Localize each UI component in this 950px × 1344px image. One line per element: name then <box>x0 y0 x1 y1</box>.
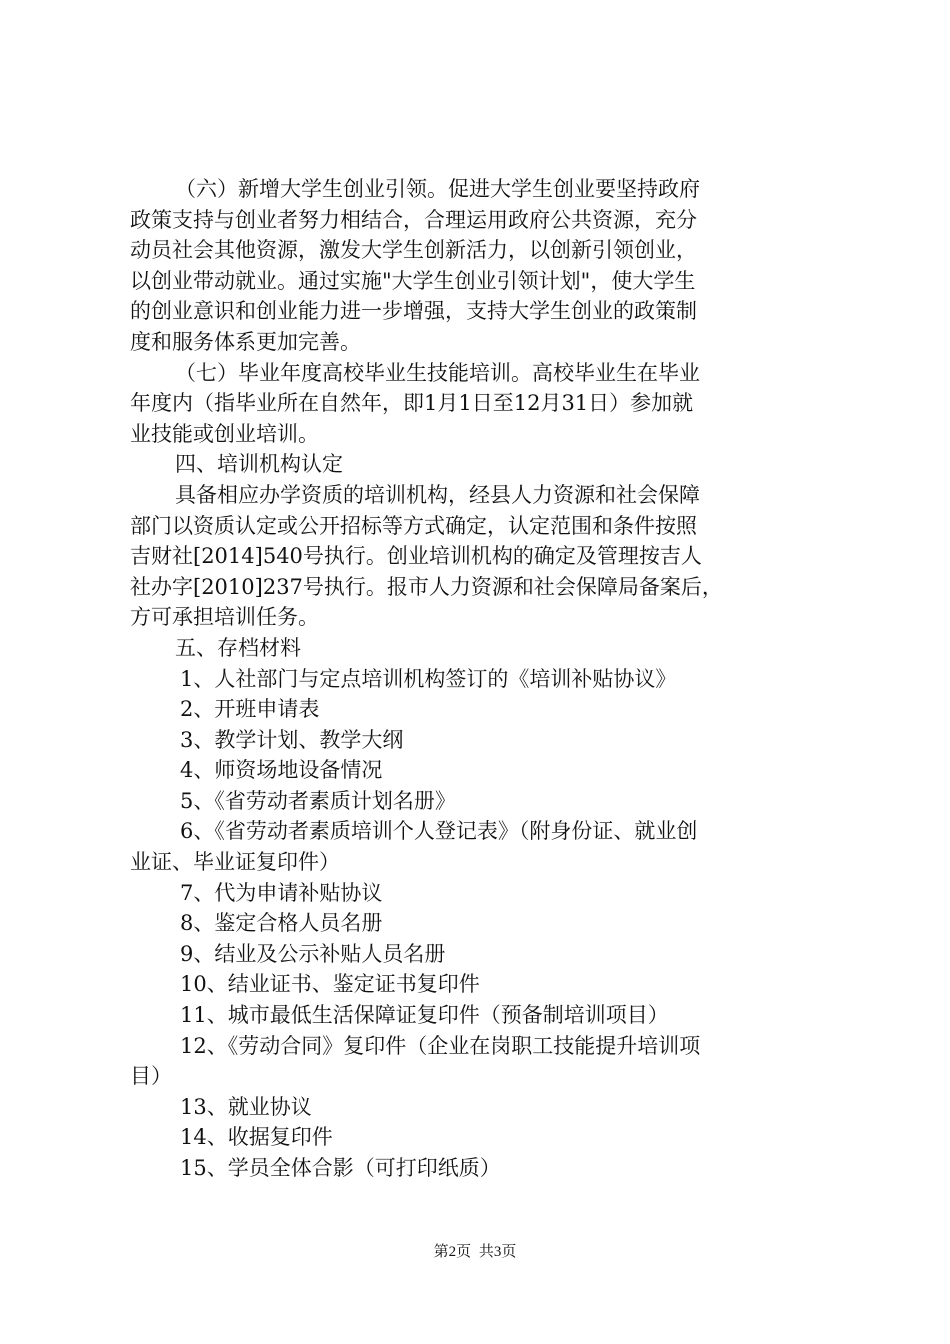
list-item: 5、《省劳动者素质计划名册》 <box>180 788 456 813</box>
paragraph-line: 度和服务体系更加完善。 <box>130 329 361 354</box>
paragraph-line: 年度内（指毕业所在自然年，即1月1日至12月31日）参加就 <box>130 391 694 416</box>
paragraph-line: 方可承担培训任务。 <box>130 605 319 630</box>
paragraph-line: 部门以资质认定或公开招标等方式确定，认定范围和条件按照 <box>130 513 697 538</box>
list-item: 3、教学计划、教学大纲 <box>180 727 404 752</box>
paragraph-line: 吉财社[2014]540号执行。创业培训机构的确定及管理按吉人 <box>130 544 702 569</box>
page-number: 第2页 <box>433 1244 472 1260</box>
paragraph-line: 具备相应办学资质的培训机构，经县人力资源和社会保障 <box>175 482 700 507</box>
paragraph-line: 的创业意识和创业能力进一步增强，支持大学生创业的政策制 <box>130 299 697 324</box>
list-item: 4、师资场地设备情况 <box>180 758 383 783</box>
list-item: 1、人社部门与定点培训机构签订的《培训补贴协议》 <box>180 666 677 691</box>
paragraph-line: 以创业带动就业。通过实施"大学生创业引领计划"，使大学生 <box>130 268 696 293</box>
page-total: 共3页 <box>478 1244 517 1260</box>
list-item: 15、学员全体合影（可打印纸质） <box>180 1156 501 1180</box>
list-item: 9、结业及公示补贴人员名册 <box>180 941 446 966</box>
list-item: 11、城市最低生活保障证复印件（预备制培训项目） <box>180 1003 669 1028</box>
list-item: 2、开班申请表 <box>180 697 320 722</box>
list-item: 10、结业证书、鉴定证书复印件 <box>180 972 480 997</box>
section-heading: 五、存档材料 <box>175 635 301 660</box>
list-item: 7、代为申请补贴协议 <box>180 880 383 905</box>
list-item: 13、就业协议 <box>180 1094 312 1119</box>
list-item-continuation: 目） <box>130 1064 172 1089</box>
list-item: 12、《劳动合同》复印件（企业在岗职工技能提升培训项 <box>180 1033 701 1058</box>
document-body <box>130 174 845 1184</box>
list-item: 6、《省劳动者素质培训个人登记表》（附身份证、就业创 <box>180 819 698 844</box>
list-item-continuation: 业证、毕业证复印件） <box>130 850 340 875</box>
paragraph-line: （七）毕业年度高校毕业生技能培训。高校毕业生在毕业 <box>175 360 700 385</box>
paragraph-line: 政策支持与创业者努力相结合，合理运用政府公共资源，充分 <box>130 207 697 232</box>
paragraph-line: 社办字[2010]237号执行。报市人力资源和社会保障局备案后， <box>130 574 723 599</box>
paragraph-line: 业技能或创业培训。 <box>130 421 319 446</box>
paragraph-line: （六）新增大学生创业引领。促进大学生创业要坚持政府 <box>175 177 700 201</box>
page-footer <box>0 1242 950 1262</box>
section-heading: 四、培训机构认定 <box>175 452 343 477</box>
list-item: 14、收据复印件 <box>180 1125 333 1150</box>
paragraph-line: 动员社会其他资源，激发大学生创新活力，以创新引领创业， <box>130 238 697 263</box>
list-item: 8、鉴定合格人员名册 <box>180 911 383 936</box>
